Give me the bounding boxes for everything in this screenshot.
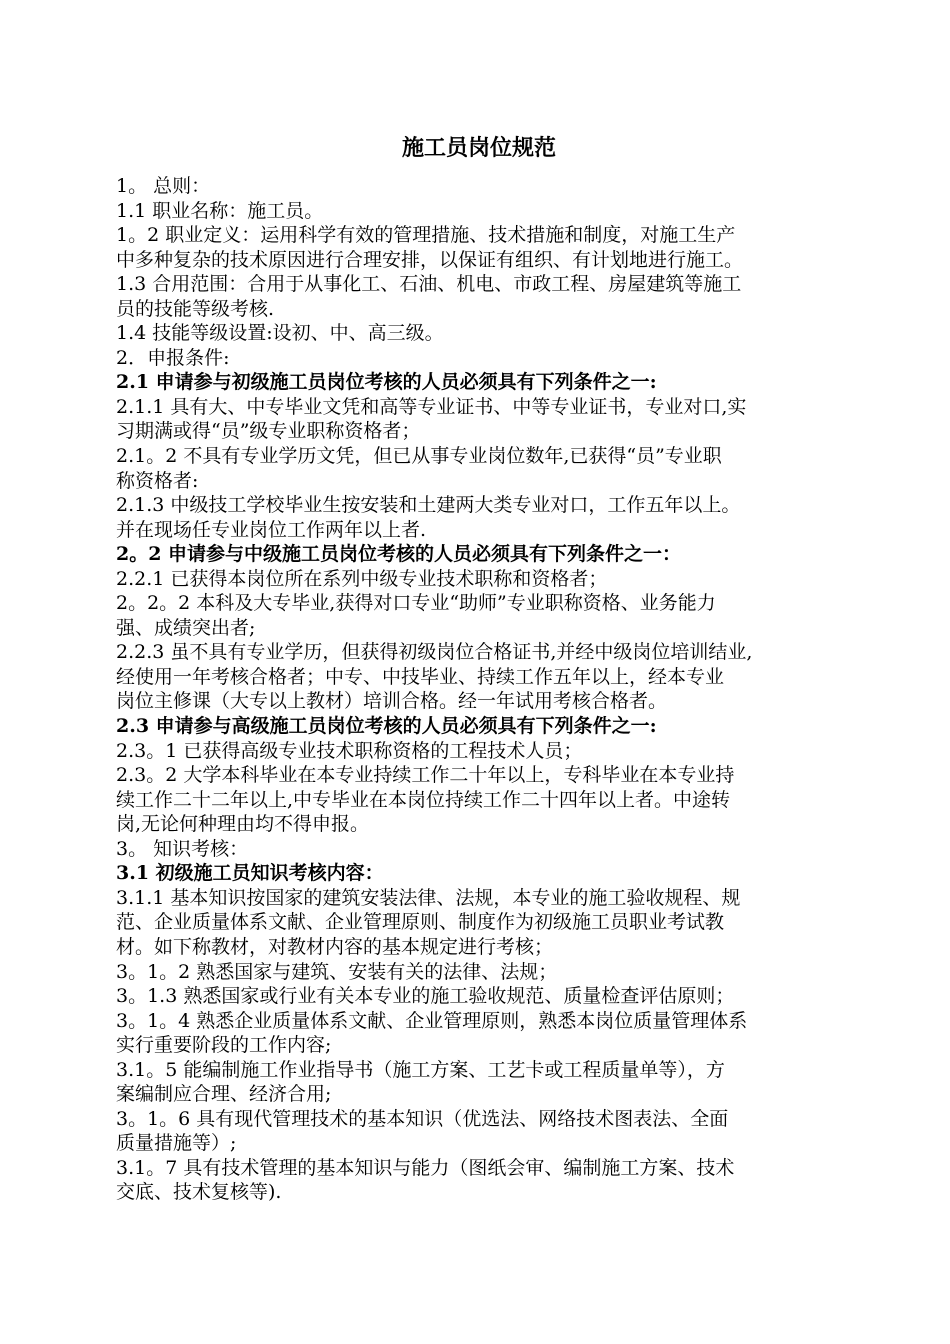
text-line: 2.1.1 具有大、中专毕业文凭和高等专业证书、中等专业证书，专业对口,实 bbox=[116, 395, 747, 418]
text-line: 范、企业质量体系文献、企业管理原则、制度作为初级施工员职业考试教 bbox=[116, 911, 725, 934]
text-line: 强、成绩突出者; bbox=[116, 616, 256, 639]
text-line: 3.1。7 具有技术管理的基本知识与能力（图纸会审、编制施工方案、技术 bbox=[116, 1156, 735, 1179]
text-line: 岗,无论何种理由均不得申报。 bbox=[116, 813, 370, 836]
text-line: 3。 知识考核： bbox=[116, 837, 249, 860]
text-line: 2.2.3 虽不具有专业学历，但获得初级岗位合格证书,并经中级岗位培训结业, bbox=[116, 641, 753, 664]
section-heading-line: 3.1 初级施工员知识考核内容： bbox=[116, 862, 384, 885]
text-line: 习期满或得“员”级专业职称资格者； bbox=[116, 420, 421, 443]
text-line: 中多种复杂的技术原因进行合理安排，以保证有组织、有计划地进行施工。 bbox=[116, 248, 744, 271]
text-line: 2.1.3 中级技工学校毕业生按安装和土建两大类专业对口，工作五年以上。 bbox=[116, 494, 741, 517]
text-line: 续工作二十二年以上,中专毕业在本岗位持续工作二十四年以上者。中途转 bbox=[116, 788, 731, 811]
text-line: 岗位主修课（大专以上教材）培训合格。经一年试用考核合格者。 bbox=[116, 690, 668, 713]
text-line: 2.3。2 大学本科毕业在本专业持续工作二十年以上，专科毕业在本专业持 bbox=[116, 764, 735, 787]
text-line: 3。1。6 具有现代管理技术的基本知识（优选法、网络技术图表法、全面 bbox=[116, 1107, 729, 1130]
text-line: 1.4 技能等级设置:设初、中、高三级。 bbox=[116, 322, 444, 345]
text-line: 称资格者: bbox=[116, 469, 199, 492]
text-line: 1。2 职业定义：运用科学有效的管理措施、技术措施和制度，对施工生产 bbox=[116, 224, 736, 247]
text-line: 2．申报条件: bbox=[116, 346, 230, 369]
section-heading-line: 2.1 申请参与初级施工员岗位考核的人员必须具有下列条件之一: bbox=[116, 371, 657, 394]
text-line: 员的技能等级考核. bbox=[116, 297, 275, 320]
section-heading-line: 2。2 申请参与中级施工员岗位考核的人员必须具有下列条件之一： bbox=[116, 543, 682, 566]
document-title: 施工员岗位规范 bbox=[401, 135, 556, 161]
text-line: 质量措施等）; bbox=[116, 1132, 237, 1155]
text-line: 并在现场任专业岗位工作两年以上者. bbox=[116, 518, 427, 541]
text-line: 3.1.1 基本知识按国家的建筑安装法律、法规，本专业的施工验收规程、规 bbox=[116, 886, 741, 909]
text-line: 3.1。5 能编制施工作业指导书（施工方案、工艺卡或工程质量单等），方 bbox=[116, 1058, 725, 1081]
text-line: 2.2.1 已获得本岗位所在系列中级专业技术职称和资格者； bbox=[116, 567, 608, 590]
text-line: 2。2。2 本科及大专毕业,获得对口专业“助师”专业职称资格、业务能力 bbox=[116, 592, 716, 615]
text-line: 3。1.3 熟悉国家或行业有关本专业的施工验收规范、质量检查评估原则； bbox=[116, 985, 735, 1008]
text-line: 3。1。4 熟悉企业质量体系文献、企业管理原则，熟悉本岗位质量管理体系 bbox=[116, 1009, 748, 1032]
text-line: 1.1 职业名称：施工员。 bbox=[116, 199, 324, 222]
text-line: 2.1。2 不具有专业学历文凭，但已从事专业岗位数年,已获得“员”专业职 bbox=[116, 445, 722, 468]
section-heading-line: 2.3 申请参与高级施工员岗位考核的人员必须具有下列条件之一: bbox=[116, 715, 657, 738]
text-line: 案编制应合理、经济合用; bbox=[116, 1083, 332, 1106]
text-line: 材。如下称教材，对教材内容的基本规定进行考核； bbox=[116, 935, 554, 958]
text-line: 3。1。2 熟悉国家与建筑、安装有关的法律、法规； bbox=[116, 960, 558, 983]
text-line: 经使用一年考核合格者；中专、中技毕业、持续工作五年以上，经本专业 bbox=[116, 665, 725, 688]
text-line: 交底、技术复核等). bbox=[116, 1181, 282, 1204]
text-line: 1。 总则： bbox=[116, 175, 211, 197]
text-line: 1.3 合用范围：合用于从事化工、石油、机电、市政工程、房屋建筑等施工 bbox=[116, 273, 742, 296]
text-line: 实行重要阶段的工作内容; bbox=[116, 1034, 332, 1057]
text-line: 2.3。1 已获得高级专业技术职称资格的工程技术人员； bbox=[116, 739, 583, 762]
document-body bbox=[116, 174, 856, 1205]
